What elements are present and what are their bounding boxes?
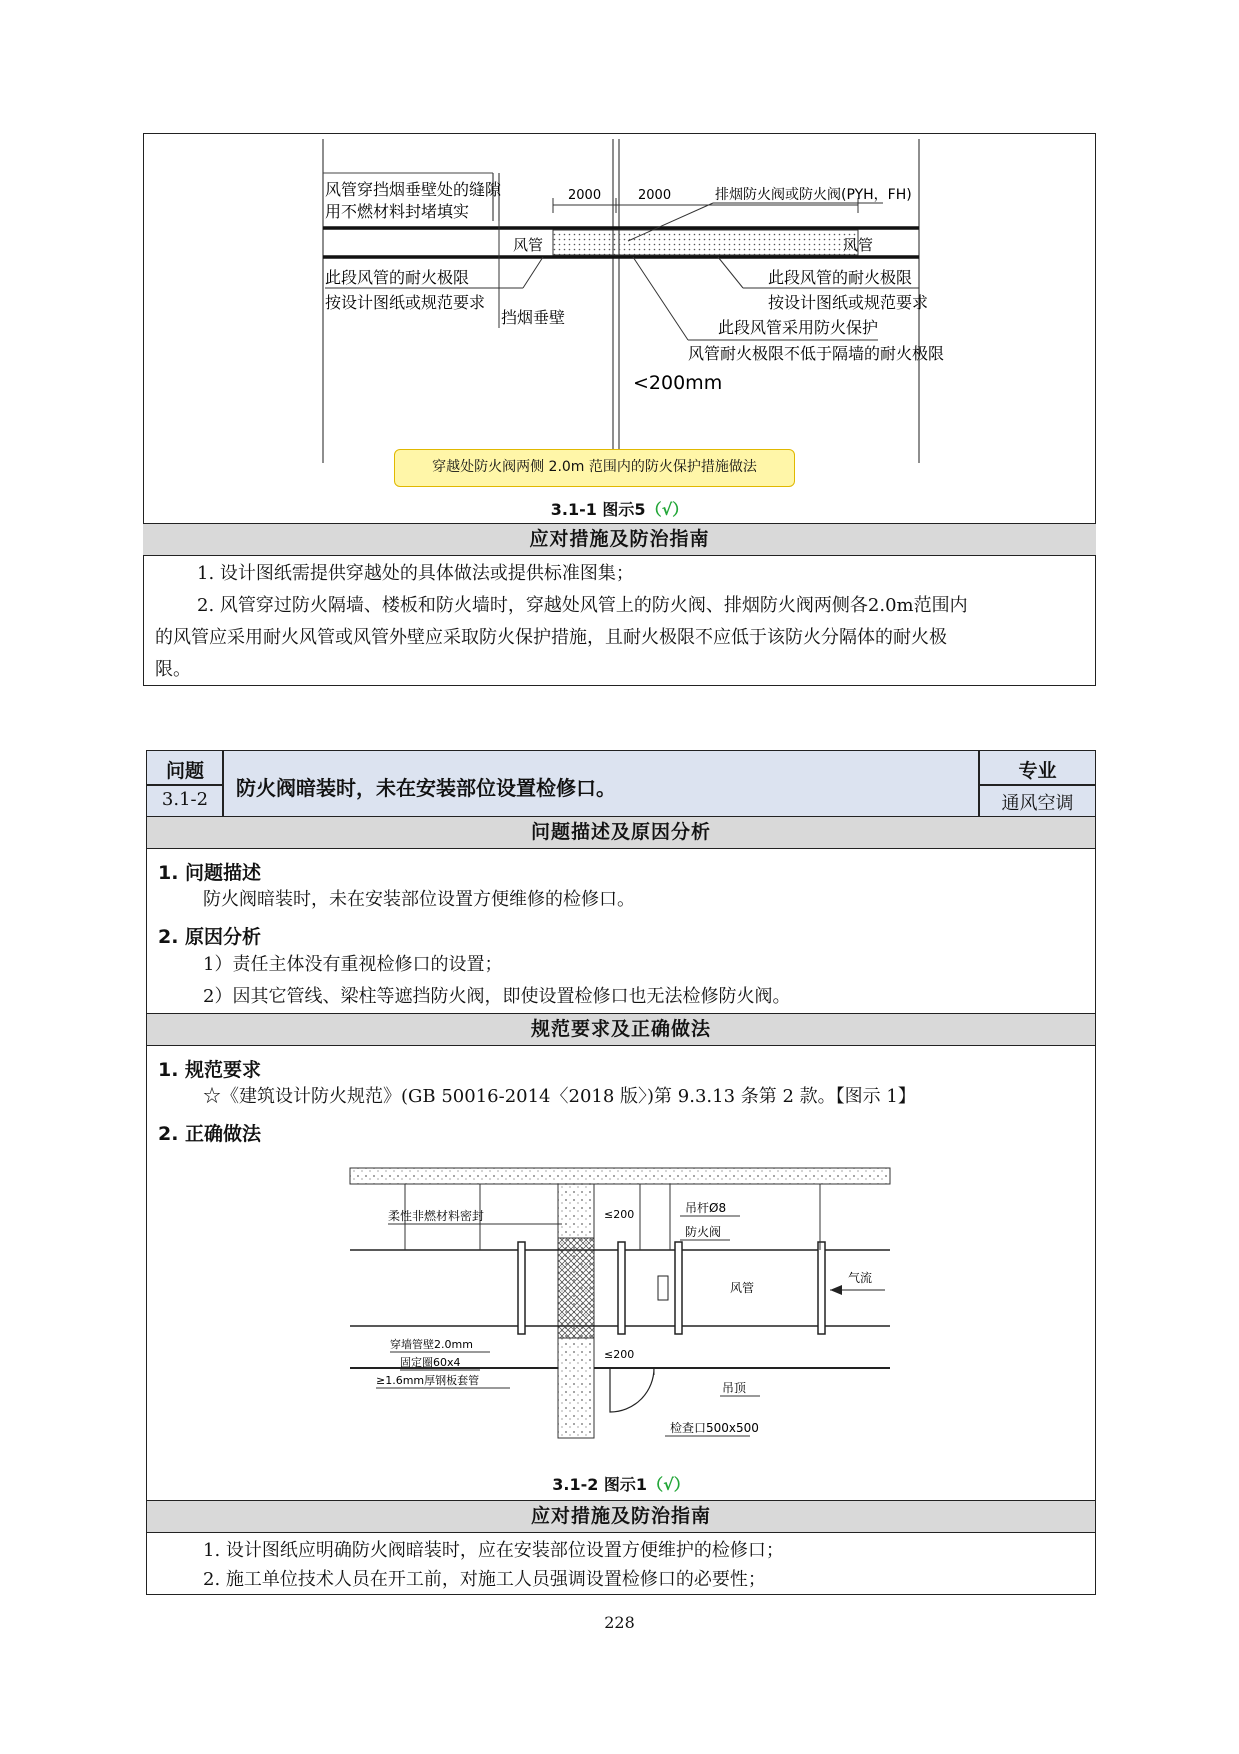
fire-limit-right-1: 此段风管的耐火极限 <box>768 268 913 287</box>
bottom-figure-caption <box>147 1472 1095 1495</box>
band-title: 规范要求及正确做法 <box>530 1018 711 1040</box>
airflow-label: 气流 <box>848 1271 873 1285</box>
seal-label: 柔性非燃材料密封 <box>388 1209 485 1223</box>
section-band-analysis <box>147 816 1095 849</box>
seal-gap-label-1: 风管穿挡烟垂壁处的缝隙 <box>325 180 502 199</box>
duct-left-label: 风管 <box>513 236 544 254</box>
section-band-norms <box>147 1013 1095 1046</box>
guide-item: 1. 设计图纸需提供穿越处的具体做法或提供标准图集； <box>197 563 634 584</box>
dim-left-label: 2000 <box>568 188 602 203</box>
top-figure-banner <box>394 449 795 487</box>
cause-item: 1）责任主体没有重视检修口的设置； <box>203 954 503 975</box>
seal-gap-label-2: 用不燃材料封堵填实 <box>325 202 470 221</box>
problem-code: 3.1-2 <box>161 789 209 810</box>
norm-text: ☆《建筑设计防火规范》(GB 50016-2014〈2018 版〉)第 9.3.13 条第 2 款。【图示 1】 <box>203 1086 916 1107</box>
sleeve-label: ≥1.6mm厚钢板套管 <box>376 1374 480 1387</box>
problem-label: 问题 <box>165 760 204 782</box>
ring-label: 固定圈60x4 <box>400 1356 461 1369</box>
section-band-countermeasures-2 <box>147 1500 1095 1533</box>
damper-label: 排烟防火阀或防火阀(PYH，FH) <box>715 187 912 203</box>
top-figure-caption <box>143 497 1096 520</box>
protect-label-2: 风管耐火极限不低于隔墙的耐火极限 <box>688 344 945 363</box>
band-title: 应对措施及防治指南 <box>529 528 710 550</box>
fire-limit-left-2: 按设计图纸或规范要求 <box>325 293 486 312</box>
description-text: 防火阀暗装时，未在安装部位设置方便维修的检修口。 <box>203 889 635 910</box>
subhead-norm: 1. 规范要求 <box>158 1059 262 1081</box>
gap-label: <200mm <box>633 372 723 394</box>
duct-right-label: 风管 <box>843 236 874 254</box>
protect-label-1: 此段风管采用防火保护 <box>718 318 879 337</box>
wall-thk-label: 穿墙管壁2.0mm <box>390 1338 473 1351</box>
subhead-cause: 2. 原因分析 <box>158 926 262 948</box>
damper-label: 防火阀 <box>685 1225 722 1239</box>
fire-limit-left-1: 此段风管的耐火极限 <box>325 268 470 287</box>
smoke-wall-label: 挡烟垂壁 <box>501 308 566 327</box>
page-number: 228 <box>604 1613 635 1632</box>
dim-right-label: 2000 <box>638 188 672 203</box>
bottom-figure-drawing <box>340 1150 900 1450</box>
problem-title: 防火阀暗装时，未在安装部位设置检修口。 <box>236 776 616 800</box>
guide-item-cont: 限。 <box>155 659 191 680</box>
banner-text: 穿越处防火阀两侧 2.0m 范围内的防火保护措施做法 <box>432 459 757 475</box>
guide-item: 2. 风管穿过防火隔墙、楼板和防火墙时，穿越处风管上的防火阀、排烟防火阀两侧各2.0m范围内 <box>197 595 968 616</box>
check-icon: （√） <box>645 500 689 519</box>
major-value: 通风空调 <box>1001 793 1074 814</box>
guide-item-cont: 的风管应采用耐火风管或风管外壁应采取防火保护措施，且耐火极限不应低于该防火分隔体的耐火极 <box>155 627 947 648</box>
section-band-countermeasures <box>143 523 1096 556</box>
subhead-correct: 2. 正确做法 <box>158 1123 262 1145</box>
ceiling-label: 吊顶 <box>722 1381 747 1395</box>
major-label: 专业 <box>1018 760 1057 782</box>
guide-item: 1. 设计图纸应明确防火阀暗装时，应在安装部位设置方便维护的检修口； <box>203 1540 784 1561</box>
cause-item: 2）因其它管线、梁柱等遮挡防火阀，即使设置检修口也无法检修防火阀。 <box>203 986 791 1007</box>
access-label: 检查口500x500 <box>670 1421 759 1435</box>
dim-200-bottom: ≤200 <box>604 1348 635 1361</box>
rod-label: 吊杆Ø8 <box>685 1201 727 1215</box>
fire-limit-right-2: 按设计图纸或规范要求 <box>768 293 929 312</box>
band-title: 问题描述及原因分析 <box>530 821 711 843</box>
caption-text: 3.1-1 图示5 <box>550 500 646 519</box>
band-title: 应对措施及防治指南 <box>530 1505 711 1527</box>
subhead-description: 1. 问题描述 <box>158 862 262 884</box>
guide-item: 2. 施工单位技术人员在开工前，对施工人员强调设置检修口的必要性； <box>203 1569 766 1590</box>
top-figure-drawing <box>143 133 1096 493</box>
caption-text: 3.1-2 图示1 <box>552 1475 648 1494</box>
dim-200-top: ≤200 <box>604 1208 635 1221</box>
duct-label: 风管 <box>730 1281 755 1295</box>
check-icon: （√） <box>647 1475 690 1494</box>
